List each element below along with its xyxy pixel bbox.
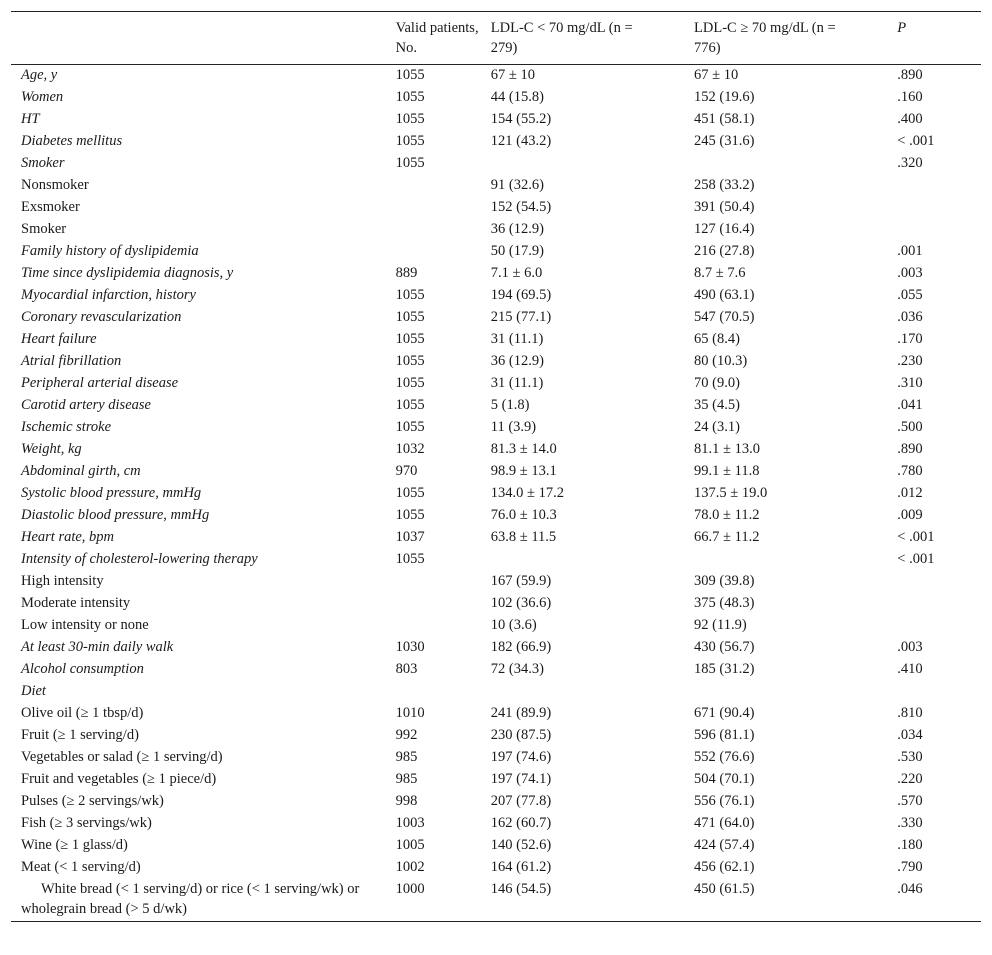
- row-label: Atrial fibrillation: [21, 353, 122, 369]
- row-label: Vegetables or salad (≥ 1 serving/d): [21, 749, 223, 765]
- row-ldl-high-value: 391 (50.4): [694, 199, 755, 215]
- row-label: Diabetes mellitus: [21, 133, 123, 149]
- table-row: [11, 483, 981, 505]
- row-label: Wine (≥ 1 glass/d): [21, 837, 128, 853]
- row-valid-patients: 1055: [395, 485, 425, 501]
- row-p-value: [897, 175, 981, 197]
- row-label: Heart rate, bpm: [21, 529, 115, 545]
- row-ldl-high-value: [694, 153, 897, 175]
- row-ldl-high-value: [694, 549, 897, 571]
- row-p-value: .530: [897, 749, 923, 765]
- row-ldl-high-value: 65 (8.4): [694, 331, 740, 347]
- row-valid-patients: 998: [395, 793, 418, 809]
- row-ldl-low-value: 10 (3.6): [490, 617, 537, 633]
- row-valid-patients: 1055: [395, 287, 425, 303]
- header-row: [11, 12, 981, 65]
- row-valid-patients: 985: [395, 771, 418, 787]
- row-label: Peripheral arterial disease: [21, 375, 179, 391]
- row-p-value: .046: [897, 881, 923, 897]
- row-label: Weight, kg: [21, 441, 82, 457]
- row-valid-patients: 1005: [395, 837, 425, 853]
- row-ldl-high-value: 78.0 ± 11.2: [694, 507, 760, 523]
- table-row: [11, 197, 981, 219]
- row-valid-patients: 1055: [395, 331, 425, 347]
- row-ldl-high-value: 185 (31.2): [694, 661, 755, 677]
- row-label: Carotid artery disease: [21, 397, 151, 413]
- row-ldl-low-value: 207 (77.8): [490, 793, 552, 809]
- table-row: [11, 219, 981, 241]
- row-p-value: .570: [897, 793, 923, 809]
- row-valid-patients: 1055: [395, 397, 425, 413]
- table-header: [11, 12, 981, 65]
- row-p-value: .009: [897, 507, 923, 523]
- table-row: [11, 879, 981, 922]
- row-label: Pulses (≥ 2 servings/wk): [21, 793, 164, 809]
- row-ldl-low-value: 76.0 ± 10.3: [490, 507, 557, 523]
- row-valid-patients: 1055: [395, 111, 425, 127]
- row-p-value: .410: [897, 661, 923, 677]
- row-valid-patients: 1002: [395, 859, 425, 875]
- row-p-value: .890: [897, 67, 923, 83]
- table-row: [11, 307, 981, 329]
- row-ldl-low-value: 7.1 ± 6.0: [490, 265, 543, 281]
- row-ldl-high-value: 67 ± 10: [694, 67, 739, 83]
- row-label: Fruit (≥ 1 serving/d): [21, 727, 139, 743]
- table-row: [11, 703, 981, 725]
- row-ldl-high-value: 80 (10.3): [694, 353, 748, 369]
- table-row: [11, 373, 981, 395]
- row-ldl-low-value: 36 (12.9): [490, 221, 544, 237]
- row-label: Age, y: [21, 67, 58, 83]
- row-ldl-low-value: 67 ± 10: [490, 67, 535, 83]
- header-variable: [11, 12, 396, 65]
- table-row: [11, 461, 981, 483]
- table-row: [11, 857, 981, 879]
- row-label: Women: [21, 89, 64, 105]
- row-ldl-low-value: 91 (32.6): [490, 177, 544, 193]
- header-ldl-high: LDL-C ≥ 70 mg/dL (n = 776): [694, 20, 836, 56]
- table-row: [11, 175, 981, 197]
- row-p-value: .320: [897, 155, 923, 171]
- row-p-value: .001: [897, 243, 923, 259]
- row-ldl-high-value: 81.1 ± 13.0: [694, 441, 760, 457]
- row-p-value: .003: [897, 639, 923, 655]
- row-ldl-low-value: 140 (52.6): [490, 837, 552, 853]
- row-p-value: .810: [897, 705, 923, 721]
- row-p-value: .780: [897, 463, 923, 479]
- row-valid-patients: [396, 571, 491, 593]
- row-label: Abdominal girth, cm: [21, 463, 141, 479]
- table-row: [11, 439, 981, 461]
- row-ldl-low-value: 241 (89.9): [490, 705, 552, 721]
- row-ldl-low-value: [491, 153, 694, 175]
- row-label: Moderate intensity: [21, 595, 131, 611]
- row-ldl-low-value: 146 (54.5): [490, 881, 552, 897]
- row-ldl-low-value: 164 (61.2): [490, 859, 552, 875]
- row-p-value: < .001: [897, 133, 935, 149]
- row-p-value: .400: [897, 111, 923, 127]
- row-label: Coronary revascularization: [21, 309, 182, 325]
- row-label: Myocardial infarction, history: [21, 287, 196, 303]
- row-ldl-low-value: 31 (11.1): [490, 331, 544, 347]
- row-valid-patients: 1032: [395, 441, 425, 457]
- row-ldl-low-value: 167 (59.9): [490, 573, 552, 589]
- row-ldl-high-value: 490 (63.1): [694, 287, 755, 303]
- row-label: Alcohol consumption: [21, 661, 144, 677]
- row-ldl-low-value: 63.8 ± 11.5: [490, 529, 557, 545]
- table-row: [11, 835, 981, 857]
- row-p-value: < .001: [897, 529, 935, 545]
- row-ldl-high-value: 216 (27.8): [694, 243, 755, 259]
- row-p-value: .230: [897, 353, 923, 369]
- row-valid-patients: 1055: [395, 419, 425, 435]
- row-ldl-high-value: 471 (64.0): [694, 815, 755, 831]
- row-ldl-high-value: [694, 681, 897, 703]
- row-label: Family history of dyslipidemia: [21, 243, 199, 259]
- row-ldl-high-value: 309 (39.8): [694, 573, 755, 589]
- row-ldl-high-value: 375 (48.3): [694, 595, 755, 611]
- row-ldl-high-value: 8.7 ± 7.6: [694, 265, 746, 281]
- row-ldl-low-value: [491, 681, 694, 703]
- row-ldl-low-value: 197 (74.6): [490, 749, 552, 765]
- row-valid-patients: 1055: [395, 507, 425, 523]
- row-p-value: [897, 681, 981, 703]
- table-row: [11, 747, 981, 769]
- row-p-value: .055: [897, 287, 923, 303]
- row-ldl-high-value: 258 (33.2): [694, 177, 755, 193]
- table-row: [11, 593, 981, 615]
- row-valid-patients: 1037: [395, 529, 425, 545]
- row-p-value: .330: [897, 815, 923, 831]
- row-label: Olive oil (≥ 1 tbsp/d): [21, 705, 144, 721]
- row-label: Ischemic stroke: [21, 419, 112, 435]
- header-ldl-low: LDL-C < 70 mg/dL (n = 279): [490, 20, 633, 56]
- row-ldl-low-value: 215 (77.1): [490, 309, 552, 325]
- row-p-value: .310: [897, 375, 923, 391]
- row-p-value: .890: [897, 441, 923, 457]
- row-valid-patients: 1055: [395, 89, 425, 105]
- row-ldl-high-value: 99.1 ± 11.8: [694, 463, 760, 479]
- row-ldl-high-value: 547 (70.5): [694, 309, 755, 325]
- table-row: [11, 659, 981, 681]
- row-valid-patients: [396, 615, 491, 637]
- row-p-value: < .001: [897, 551, 935, 567]
- row-label: Fish (≥ 3 servings/wk): [21, 815, 152, 831]
- row-ldl-high-value: 92 (11.9): [694, 617, 747, 633]
- row-p-value: [897, 197, 981, 219]
- row-label: At least 30-min daily walk: [21, 639, 174, 655]
- row-valid-patients: 985: [395, 749, 418, 765]
- row-ldl-high-value: 35 (4.5): [694, 397, 740, 413]
- row-valid-patients: 992: [395, 727, 418, 743]
- row-p-value: .003: [897, 265, 923, 281]
- row-label: Fruit and vegetables (≥ 1 piece/d): [21, 771, 217, 787]
- table-row: [11, 241, 981, 263]
- row-ldl-high-value: 596 (81.1): [694, 727, 755, 743]
- table-row: [11, 109, 981, 131]
- table-row: [11, 131, 981, 153]
- row-label: Smoker: [21, 155, 65, 171]
- row-ldl-low-value: 50 (17.9): [490, 243, 544, 259]
- table-row: [11, 813, 981, 835]
- row-ldl-high-value: 450 (61.5): [694, 881, 755, 897]
- row-label: Time since dyslipidemia diagnosis, y: [21, 265, 234, 281]
- row-ldl-high-value: 430 (56.7): [694, 639, 755, 655]
- table-row: [11, 65, 981, 88]
- table-row: [11, 681, 981, 703]
- row-ldl-low-value: 102 (36.6): [490, 595, 552, 611]
- row-ldl-low-value: 98.9 ± 13.1: [490, 463, 557, 479]
- row-valid-patients: 1055: [395, 67, 425, 83]
- row-valid-patients: 1055: [395, 551, 425, 567]
- row-label: Intensity of cholesterol-lowering therapy: [21, 551, 258, 567]
- row-ldl-high-value: 424 (57.4): [694, 837, 755, 853]
- row-ldl-low-value: 81.3 ± 14.0: [490, 441, 557, 457]
- row-p-value: .790: [897, 859, 923, 875]
- row-label: Systolic blood pressure, mmHg: [21, 485, 202, 501]
- row-valid-patients: 1010: [395, 705, 425, 721]
- row-label: Diet: [21, 683, 46, 699]
- row-ldl-high-value: 137.5 ± 19.0: [694, 485, 768, 501]
- row-p-value: .180: [897, 837, 923, 853]
- row-ldl-high-value: 66.7 ± 11.2: [694, 529, 760, 545]
- row-valid-patients: [396, 219, 491, 241]
- row-label: White bread (< 1 serving/d) or rice (< 1 serving/wk) or wholegrain bread (> 5 d/wk): [21, 881, 360, 917]
- row-valid-patients: 1055: [395, 375, 425, 391]
- table-row: [11, 285, 981, 307]
- table-row: [11, 571, 981, 593]
- row-ldl-high-value: 70 (9.0): [694, 375, 740, 391]
- table-row: [11, 329, 981, 351]
- row-ldl-low-value: 121 (43.2): [490, 133, 552, 149]
- row-ldl-high-value: 456 (62.1): [694, 859, 755, 875]
- header-p-value: P: [897, 20, 907, 36]
- table-row: [11, 263, 981, 285]
- row-p-value: .034: [897, 727, 923, 743]
- row-p-value: [897, 615, 981, 637]
- row-ldl-low-value: [491, 549, 694, 571]
- row-valid-patients: 1055: [395, 353, 425, 369]
- row-valid-patients: [396, 197, 491, 219]
- row-p-value: [897, 593, 981, 615]
- table-row: [11, 791, 981, 813]
- row-ldl-low-value: 72 (34.3): [490, 661, 544, 677]
- row-label: Smoker: [21, 221, 67, 237]
- row-ldl-high-value: 152 (19.6): [694, 89, 755, 105]
- row-valid-patients: [396, 241, 491, 263]
- table-row: [11, 549, 981, 571]
- row-p-value: .041: [897, 397, 923, 413]
- row-ldl-low-value: 197 (74.1): [490, 771, 552, 787]
- row-label: Meat (< 1 serving/d): [21, 859, 141, 875]
- row-ldl-high-value: 504 (70.1): [694, 771, 755, 787]
- row-label: Exsmoker: [21, 199, 80, 215]
- row-label: Heart failure: [21, 331, 97, 347]
- header-valid-patients: Valid patients, No.: [395, 20, 479, 56]
- row-valid-patients: [396, 593, 491, 615]
- row-valid-patients: 1055: [395, 309, 425, 325]
- table-row: [11, 417, 981, 439]
- row-ldl-low-value: 11 (3.9): [490, 419, 537, 435]
- row-valid-patients: [396, 175, 491, 197]
- table-row: [11, 87, 981, 109]
- row-ldl-low-value: 134.0 ± 17.2: [490, 485, 564, 501]
- row-valid-patients: 803: [395, 661, 418, 677]
- row-p-value: .170: [897, 331, 923, 347]
- row-p-value: [897, 219, 981, 241]
- table-row: [11, 527, 981, 549]
- row-ldl-low-value: 182 (66.9): [490, 639, 552, 655]
- row-ldl-low-value: 152 (54.5): [490, 199, 552, 215]
- row-p-value: .500: [897, 419, 923, 435]
- table-row: [11, 153, 981, 175]
- row-ldl-low-value: 194 (69.5): [490, 287, 552, 303]
- table-row: [11, 395, 981, 417]
- row-ldl-high-value: 556 (76.1): [694, 793, 755, 809]
- table-body: [11, 65, 981, 922]
- table-row: [11, 351, 981, 373]
- row-label: High intensity: [21, 573, 104, 589]
- row-label: Diastolic blood pressure, mmHg: [21, 507, 210, 523]
- table-row: [11, 637, 981, 659]
- row-label: HT: [21, 111, 40, 127]
- row-ldl-low-value: 31 (11.1): [490, 375, 544, 391]
- row-ldl-low-value: 154 (55.2): [490, 111, 552, 127]
- row-ldl-low-value: 5 (1.8): [490, 397, 530, 413]
- row-ldl-high-value: 552 (76.6): [694, 749, 755, 765]
- row-label: Nonsmoker: [21, 177, 89, 193]
- row-p-value: .220: [897, 771, 923, 787]
- row-valid-patients: 1055: [395, 133, 425, 149]
- row-valid-patients: 889: [395, 265, 418, 281]
- row-p-value: [897, 571, 981, 593]
- row-label: Low intensity or none: [21, 617, 149, 633]
- table-row: [11, 505, 981, 527]
- baseline-characteristics-table: [11, 11, 981, 922]
- row-ldl-low-value: 162 (60.7): [490, 815, 552, 831]
- row-ldl-high-value: 671 (90.4): [694, 705, 755, 721]
- table-row: [11, 615, 981, 637]
- row-ldl-low-value: 44 (15.8): [490, 89, 544, 105]
- row-p-value: .160: [897, 89, 923, 105]
- row-ldl-high-value: 245 (31.6): [694, 133, 755, 149]
- row-valid-patients: 1000: [395, 881, 425, 897]
- row-ldl-low-value: 230 (87.5): [490, 727, 552, 743]
- row-p-value: .012: [897, 485, 923, 501]
- row-p-value: .036: [897, 309, 923, 325]
- row-valid-patients: 970: [395, 463, 418, 479]
- row-valid-patients: 1030: [395, 639, 425, 655]
- row-ldl-high-value: 24 (3.1): [694, 419, 740, 435]
- row-ldl-high-value: 451 (58.1): [694, 111, 755, 127]
- table-row: [11, 769, 981, 791]
- row-ldl-low-value: 36 (12.9): [490, 353, 544, 369]
- row-valid-patients: 1003: [395, 815, 425, 831]
- row-ldl-high-value: 127 (16.4): [694, 221, 755, 237]
- row-valid-patients: 1055: [395, 155, 425, 171]
- row-valid-patients: [396, 681, 491, 703]
- table-row: [11, 725, 981, 747]
